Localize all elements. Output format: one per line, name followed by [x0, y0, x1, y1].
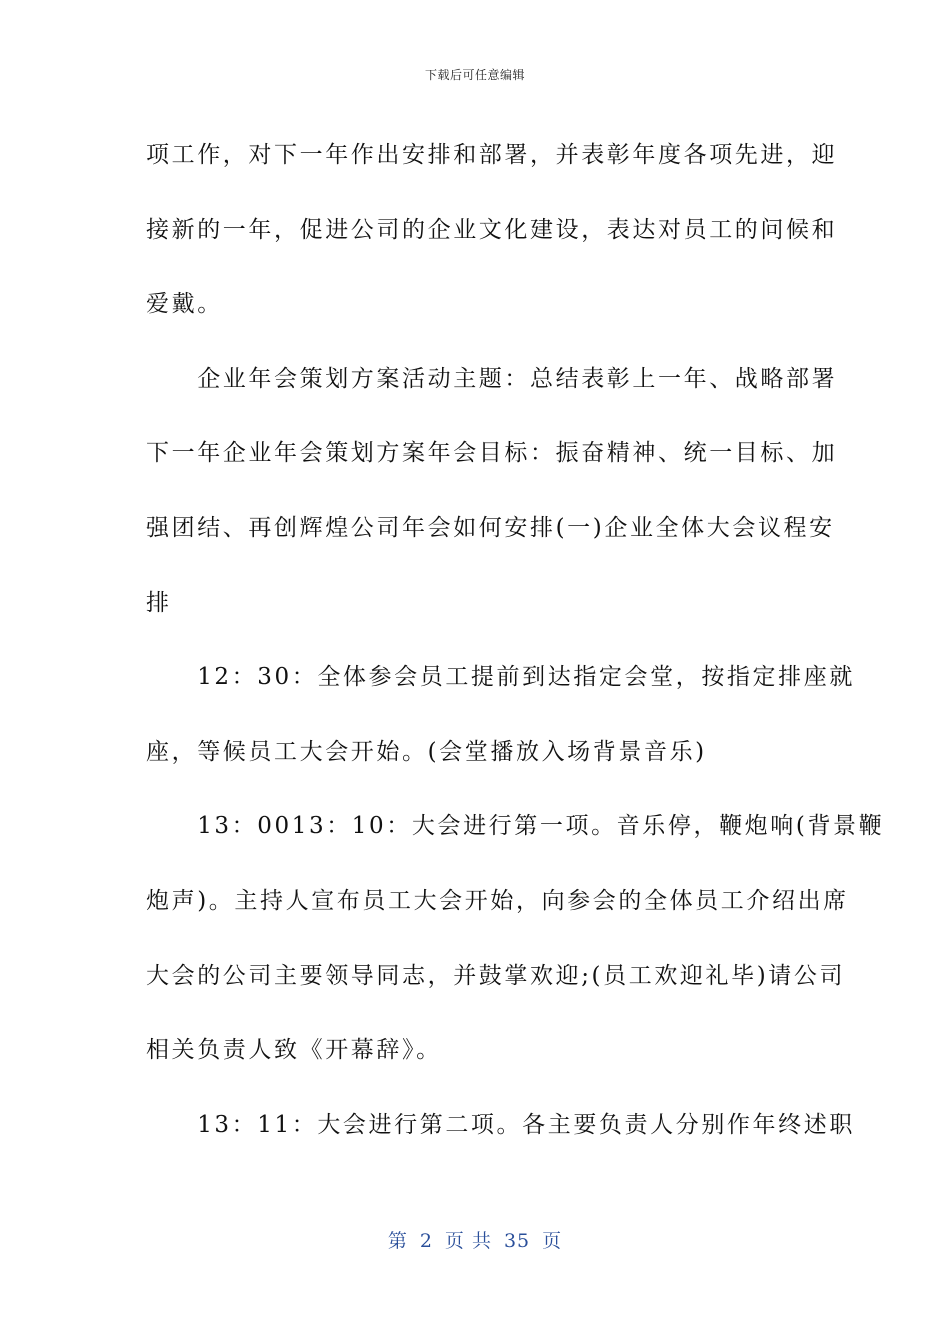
total-pages: 35	[503, 1230, 531, 1252]
footer-suffix: 页	[542, 1230, 563, 1252]
body-line-7: 排	[146, 589, 172, 616]
body-line-12: 大会的公司主要领导同志，并鼓掌欢迎;(员工欢迎礼毕)请公司	[146, 962, 846, 989]
body-line-1: 项工作，对下一年作出安排和部署，并表彰年度各项先进，迎	[146, 142, 838, 168]
body-line-2: 接新的一年，促进公司的企业文化建设，表达对员工的问候和	[146, 216, 838, 243]
body-line-6: 强团结、再创辉煌公司年会如何安排(一)企业全体大会议程安	[146, 514, 835, 541]
footer-middle: 页 共	[444, 1230, 492, 1252]
body-line-11: 炮声)。主持人宣布员工大会开始，向参会的全体员工介绍出席	[146, 887, 849, 914]
page-footer	[0, 1226, 950, 1253]
body-line-10: 13：0013：10：大会进行第一项。音乐停，鞭炮响(背景鞭	[146, 813, 885, 840]
body-line-8: 12：30：全体参会员工提前到达指定会堂，按指定排座就	[146, 664, 855, 691]
body-line-3: 爱戴。	[146, 291, 223, 318]
body-line-5: 下一年企业年会策划方案年会目标：振奋精神、统一目标、加	[146, 440, 838, 467]
body-line-4: 企业年会策划方案活动主题：总结表彰上一年、战略部署	[146, 365, 838, 392]
body-line-13: 相关负责人致《开幕辞》。	[146, 1037, 442, 1064]
footer-prefix: 第	[387, 1230, 408, 1252]
page-header: 下载后可任意编辑	[424, 68, 525, 82]
page-number: 2	[419, 1230, 433, 1252]
body-line-14: 13：11：大会进行第二项。各主要负责人分别作年终述职	[146, 1111, 855, 1138]
document-body	[146, 118, 885, 1162]
body-line-9: 座，等候员工大会开始。(会堂播放入场背景音乐)	[146, 738, 707, 765]
